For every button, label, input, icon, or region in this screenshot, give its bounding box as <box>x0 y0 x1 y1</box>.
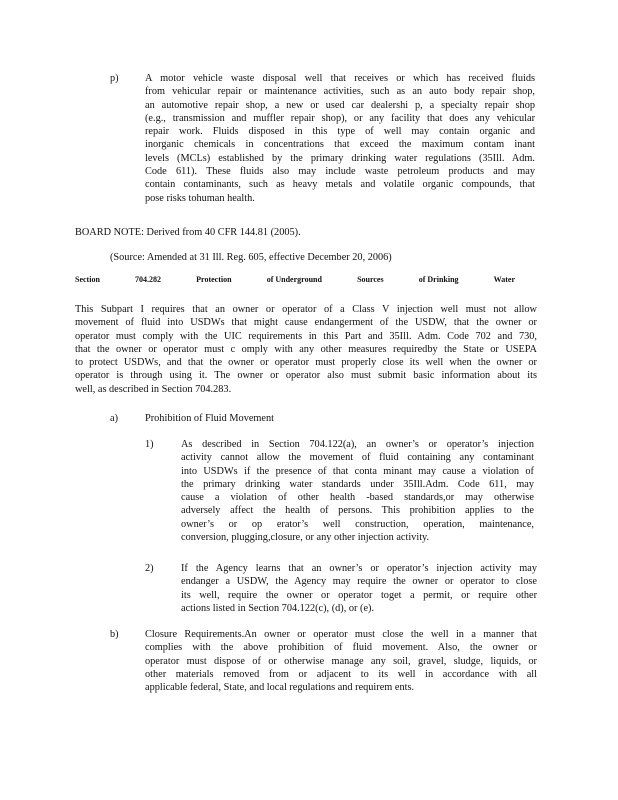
text-line: activity cannot allow the movement of fluid containing any contaminant <box>181 452 534 464</box>
text-line: operator is through using it. The owner or operator also must submit basic information about its <box>75 370 537 382</box>
text-line: operator must comply with the UIC requirements in this Part and 35Ill. Adm. Code 702 and 730, <box>75 330 537 342</box>
text-line: the primary drinking water standards under 35Ill.Adm. Code 611, may <box>181 478 534 490</box>
text-line: (e.g., transmission and muffler repair shop), or any facility that does any vehicular <box>145 112 535 124</box>
text-line: owner’s or op erator’s well construction, operation, maintenance, <box>181 518 534 530</box>
section-heading-number: 704.282 <box>135 275 162 284</box>
section-heading-word: Protection <box>196 275 232 284</box>
text-line: applicable federal, State, and local regulations and requirem ents. <box>145 682 415 694</box>
item-a-marker: a) <box>110 413 118 424</box>
section-heading <box>75 273 515 286</box>
section-heading-word: of Underground <box>266 275 322 284</box>
text-line: contain contaminants, such as heavy metals and volatile organic compounds, that <box>145 179 535 191</box>
sub2-text <box>181 562 537 615</box>
text-line: inorganic chemicals in concentrations that exceed the maximum contam inant <box>145 139 535 151</box>
text-line: its well, require the owner or operator toget a permit, or require other <box>181 589 537 601</box>
text-line: complies with the above prohibition of fluid movement. Also, the owner or <box>145 642 537 654</box>
text-line: an automotive repair shop, a new or used car dealershi p, a specialty repair shop <box>145 99 535 111</box>
text-line: to protect USDWs, and that the owner or operator must properly close its well when the owner or <box>75 357 537 369</box>
text-line: cause a violation of other health -based standards,or may otherwise <box>181 492 534 504</box>
text-line: into USDWs if the presence of that conta minant may cause a violation of <box>181 465 534 477</box>
sub1-text <box>181 438 534 544</box>
item-a-title: Prohibition of Fluid Movement <box>145 413 274 424</box>
text-line: Closure Requirements.An owner or operator must close the well in a manner that <box>145 629 537 640</box>
text-line: movement of fluid into USDWs that might cause endangerment of the USDW, that the owner or <box>75 317 537 329</box>
text-line: Code 611). These fluids also may include waste petroleum products and may <box>145 166 535 178</box>
section-heading-word: Water <box>493 275 515 284</box>
text-line: A motor vehicle waste disposal well that receives or which has received fluids <box>145 73 535 84</box>
board-note: BOARD NOTE: Derived from 40 CFR 144.81 (2005). <box>75 227 301 238</box>
text-line: As described in Section 704.122(a), an owner’s or operator’s injection <box>181 439 534 450</box>
source-note: (Source: Amended at 31 Ill. Reg. 605, effective December 20, 2006) <box>110 252 392 263</box>
item-b-text <box>145 628 537 694</box>
text-line: operator must dispose of or otherwise manage any soil, gravel, sludge, liquids, or <box>145 655 537 667</box>
item-p-marker: p) <box>110 73 119 84</box>
item-b-marker: b) <box>110 629 119 640</box>
section-heading-word: Sources <box>357 275 384 284</box>
text-line: other materials removed from or adjacent to its well in accordance with all <box>145 668 537 680</box>
item-p-text <box>145 72 535 205</box>
sub1-marker: 1) <box>145 439 154 450</box>
subpart-paragraph <box>75 303 537 396</box>
text-line: adversely affect the health of persons. This prohibition applies to the <box>181 505 534 517</box>
sub2-marker: 2) <box>145 563 154 574</box>
text-line: pose risks tohuman health. <box>145 192 255 204</box>
text-line: endanger a USDW, the Agency may require the owner or operator to close <box>181 576 537 588</box>
section-heading-word: of Drinking <box>418 275 459 284</box>
section-heading-word: Section <box>75 275 100 284</box>
text-line: conversion, plugging,closure, or any other injection activity. <box>181 532 430 544</box>
text-line: repair work. Fluids disposed in this type of well may contain organic and <box>145 126 535 138</box>
text-line: that the owner or operator must c omply with any other measures requiredby the State or USEPA <box>75 343 537 355</box>
text-line: from vehicular repair or maintenance activities, such as an auto body repair shop, <box>145 86 535 98</box>
text-line: levels (MCLs) established by the primary drinking water regulations (35Ill. Adm. <box>145 152 535 164</box>
text-line: actions listed in Section 704.122(c), (d), or (e). <box>181 602 375 614</box>
text-line: well, as described in Section 704.283. <box>75 383 232 395</box>
text-line: If the Agency learns that an owner’s or operator’s injection activity may <box>181 563 537 574</box>
text-line: This Subpart I requires that an owner or operator of a Class V injection well must not allow <box>75 304 537 315</box>
